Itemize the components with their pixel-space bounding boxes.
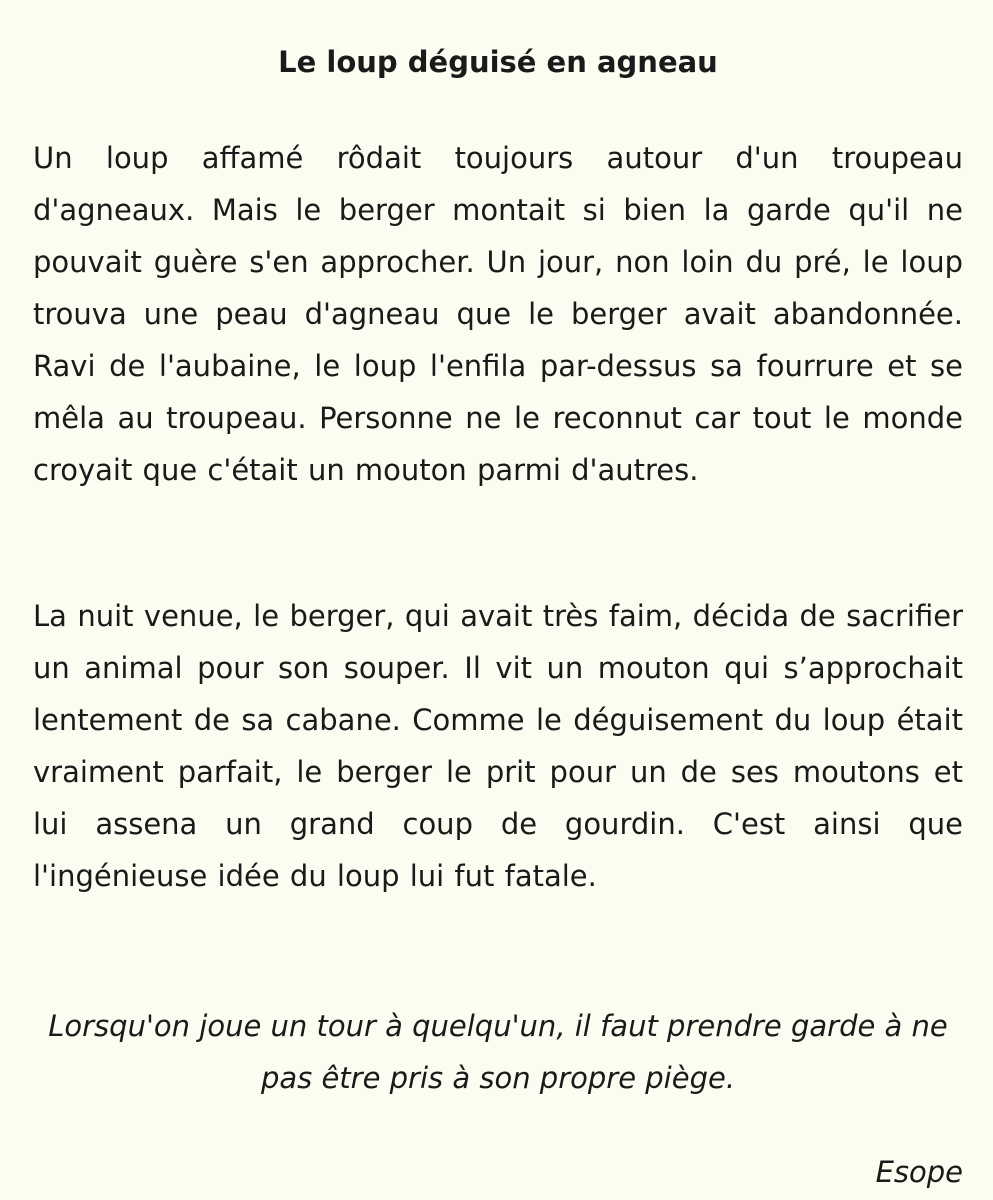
author: Esope: [875, 1155, 963, 1189]
fable-page: [33, 0, 963, 1200]
paragraph-2: La nuit venue, le berger, qui avait très faim, décida de sacrifier un animal pour son souper. Il vit un mouton qui s’approchait lentement de sa cabane. Comme le déguisement du loup était vraiment parfait, le berger le prit pour un de ses moutons et lui assena un grand coup de gourdin. C'est ainsi que l'ingénieuse idée du loup lui fut fatale.: [33, 599, 963, 893]
fable-title: Le loup déguisé en agneau: [278, 45, 718, 79]
moral: Lorsqu'on joue un tour à quelqu'un, il faut prendre garde à ne pas être pris à son propre piège.: [48, 1009, 948, 1095]
paragraph-1: Un loup affamé rôdait toujours autour d'un troupeau d'agneaux. Mais le berger montait si bien la garde qu'il ne pouvait guère s'en approcher. Un jour, non loin du pré, le loup trouva une peau d'agneau que le berger avait abandonnée. Ravi de l'aubaine, le loup l'enfila par-dessus sa fourrure et se mêla au troupeau. Personne ne le reconnut car tout le monde croyait que c'était un mouton parmi d'autres.: [33, 141, 963, 487]
